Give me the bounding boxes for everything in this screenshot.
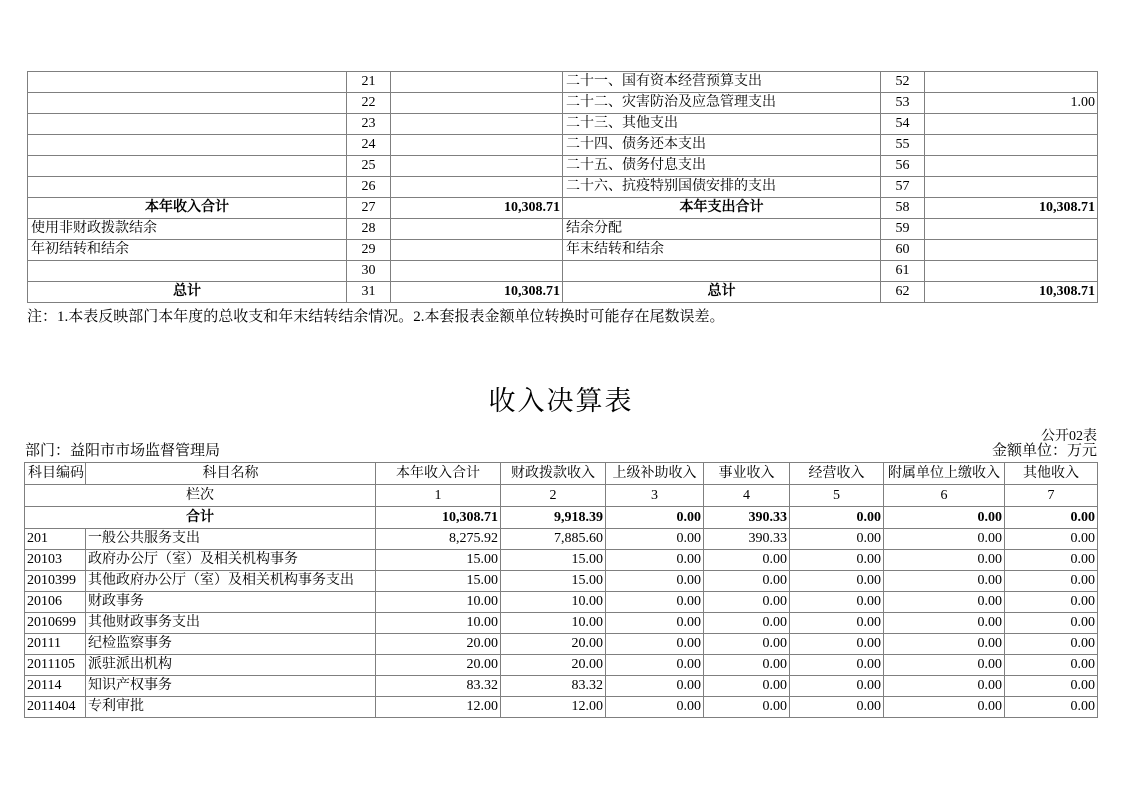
- right-line-number: 57: [881, 177, 925, 198]
- income-value: 0.00: [1005, 613, 1098, 634]
- left-item-label: 本年收入合计: [28, 198, 347, 219]
- income-value: 0.00: [1005, 592, 1098, 613]
- subject-name: 一般公共服务支出: [86, 529, 376, 550]
- income-total-label: 合计: [25, 507, 376, 529]
- right-item-label: 结余分配: [563, 219, 881, 240]
- income-value: 0.00: [884, 676, 1005, 697]
- column-header: 科目名称: [86, 463, 376, 485]
- income-value: 7,885.60: [501, 529, 606, 550]
- right-item-label: 总计: [563, 282, 881, 303]
- income-value: 0.00: [606, 529, 704, 550]
- summary-table: [27, 71, 1098, 303]
- subject-code: 20103: [25, 550, 86, 571]
- right-amount: 10,308.71: [925, 282, 1098, 303]
- left-amount: [391, 261, 563, 282]
- income-total-row: [25, 507, 1098, 529]
- column-index-number: 7: [1005, 485, 1098, 507]
- income-value: 12.00: [376, 697, 501, 718]
- right-item-label: 二十六、抗疫特别国债安排的支出: [563, 177, 881, 198]
- income-value: 0.00: [606, 676, 704, 697]
- income-value: 0.00: [606, 571, 704, 592]
- right-item-label: 年末结转和结余: [563, 240, 881, 261]
- right-item-label: 本年支出合计: [563, 198, 881, 219]
- income-value: 0.00: [884, 592, 1005, 613]
- subject-name: 其他政府办公厅（室）及相关机构事务支出: [86, 571, 376, 592]
- income-row: [25, 613, 1098, 634]
- column-header: 本年收入合计: [376, 463, 501, 485]
- right-line-number: 61: [881, 261, 925, 282]
- income-row: [25, 655, 1098, 676]
- right-amount: [925, 240, 1098, 261]
- income-value: 15.00: [376, 571, 501, 592]
- right-amount: [925, 261, 1098, 282]
- left-item-label: 年初结转和结余: [28, 240, 347, 261]
- right-line-number: 52: [881, 72, 925, 93]
- income-value: 0.00: [884, 613, 1005, 634]
- left-line-number: 28: [347, 219, 391, 240]
- left-item-label: [28, 177, 347, 198]
- left-item-label: 总计: [28, 282, 347, 303]
- right-item-label: 二十一、国有资本经营预算支出: [563, 72, 881, 93]
- income-value: 0.00: [790, 571, 884, 592]
- income-value: 0.00: [790, 634, 884, 655]
- income-row: [25, 676, 1098, 697]
- income-table-head: [25, 463, 1098, 529]
- subject-name: 专利审批: [86, 697, 376, 718]
- table-code-label: 公开02表: [1041, 429, 1097, 444]
- left-item-label: [28, 72, 347, 93]
- income-total-value: 390.33: [704, 507, 790, 529]
- income-value: 8,275.92: [376, 529, 501, 550]
- left-line-number: 27: [347, 198, 391, 219]
- subject-code: 20106: [25, 592, 86, 613]
- right-amount: [925, 156, 1098, 177]
- column-header: 事业收入: [704, 463, 790, 485]
- column-header: 其他收入: [1005, 463, 1098, 485]
- left-item-label: [28, 156, 347, 177]
- column-header: 附属单位上缴收入: [884, 463, 1005, 485]
- right-amount: [925, 72, 1098, 93]
- left-item-label: [28, 135, 347, 156]
- income-value: 15.00: [501, 550, 606, 571]
- income-value: 10.00: [501, 613, 606, 634]
- left-amount: [391, 114, 563, 135]
- income-total-value: 0.00: [1005, 507, 1098, 529]
- column-index-number: 2: [501, 485, 606, 507]
- left-line-number: 23: [347, 114, 391, 135]
- income-total-value: 10,308.71: [376, 507, 501, 529]
- income-value: 0.00: [790, 655, 884, 676]
- income-row: [25, 550, 1098, 571]
- right-amount: [925, 135, 1098, 156]
- income-value: 0.00: [1005, 655, 1098, 676]
- income-value: 20.00: [376, 634, 501, 655]
- column-index-number: 4: [704, 485, 790, 507]
- subject-name: 政府办公厅（室）及相关机构事务: [86, 550, 376, 571]
- right-line-number: 59: [881, 219, 925, 240]
- left-line-number: 24: [347, 135, 391, 156]
- income-value: 0.00: [884, 697, 1005, 718]
- income-value: 0.00: [704, 613, 790, 634]
- summary-table-body: [28, 72, 1098, 303]
- left-item-label: [28, 114, 347, 135]
- subject-name: 财政事务: [86, 592, 376, 613]
- income-table: [24, 462, 1098, 718]
- right-item-label: [563, 261, 881, 282]
- subject-name: 纪检监察事务: [86, 634, 376, 655]
- left-line-number: 22: [347, 93, 391, 114]
- left-line-number: 21: [347, 72, 391, 93]
- income-value: 0.00: [1005, 676, 1098, 697]
- subject-name: 其他财政事务支出: [86, 613, 376, 634]
- column-index-number: 5: [790, 485, 884, 507]
- right-item-label: 二十三、其他支出: [563, 114, 881, 135]
- summary-row: [28, 177, 1098, 198]
- income-value: 0.00: [606, 613, 704, 634]
- column-header: 上级补助收入: [606, 463, 704, 485]
- income-row: [25, 634, 1098, 655]
- right-line-number: 55: [881, 135, 925, 156]
- income-value: 0.00: [704, 697, 790, 718]
- income-header-row: [25, 463, 1098, 485]
- left-amount: [391, 156, 563, 177]
- income-value: 15.00: [376, 550, 501, 571]
- right-amount: 1.00: [925, 93, 1098, 114]
- right-line-number: 58: [881, 198, 925, 219]
- column-index-row: [25, 485, 1098, 507]
- left-amount: [391, 219, 563, 240]
- subject-code: 2010399: [25, 571, 86, 592]
- left-amount: 10,308.71: [391, 198, 563, 219]
- left-line-number: 31: [347, 282, 391, 303]
- right-line-number: 62: [881, 282, 925, 303]
- income-value: 0.00: [606, 655, 704, 676]
- right-amount: [925, 114, 1098, 135]
- income-value: 83.32: [376, 676, 501, 697]
- income-value: 15.00: [501, 571, 606, 592]
- income-row: [25, 592, 1098, 613]
- income-value: 0.00: [884, 634, 1005, 655]
- left-line-number: 30: [347, 261, 391, 282]
- income-table-title: 收入决算表: [488, 386, 634, 416]
- income-value: 12.00: [501, 697, 606, 718]
- income-value: 0.00: [606, 634, 704, 655]
- income-value: 0.00: [1005, 634, 1098, 655]
- left-amount: [391, 72, 563, 93]
- subject-code: 201: [25, 529, 86, 550]
- income-value: 0.00: [606, 697, 704, 718]
- summary-row: [28, 282, 1098, 303]
- income-value: 0.00: [1005, 571, 1098, 592]
- left-line-number: 26: [347, 177, 391, 198]
- income-value: 20.00: [501, 655, 606, 676]
- left-amount: [391, 240, 563, 261]
- right-amount: [925, 219, 1098, 240]
- department-label: 部门：益阳市市场监督管理局: [25, 443, 221, 459]
- column-header: 科目编码: [25, 463, 86, 485]
- income-value: 0.00: [606, 592, 704, 613]
- column-header: 财政拨款收入: [501, 463, 606, 485]
- income-total-value: 9,918.39: [501, 507, 606, 529]
- column-index-label: 栏次: [25, 485, 376, 507]
- income-value: 0.00: [606, 550, 704, 571]
- right-line-number: 54: [881, 114, 925, 135]
- income-value: 0.00: [704, 592, 790, 613]
- income-value: 10.00: [376, 613, 501, 634]
- income-value: 0.00: [790, 697, 884, 718]
- subject-code: 20111: [25, 634, 86, 655]
- income-total-value: 0.00: [606, 507, 704, 529]
- summary-row: [28, 240, 1098, 261]
- income-value: 0.00: [704, 676, 790, 697]
- subject-name: 知识产权事务: [86, 676, 376, 697]
- income-value: 0.00: [884, 655, 1005, 676]
- income-row: [25, 697, 1098, 718]
- amount-unit-label: 金额单位：万元: [991, 443, 1097, 459]
- income-total-value: 0.00: [790, 507, 884, 529]
- left-amount: [391, 93, 563, 114]
- column-index-number: 6: [884, 485, 1005, 507]
- right-item-label: 二十二、灾害防治及应急管理支出: [563, 93, 881, 114]
- income-value: 0.00: [790, 592, 884, 613]
- income-value: 390.33: [704, 529, 790, 550]
- income-value: 0.00: [790, 550, 884, 571]
- income-row: [25, 529, 1098, 550]
- subject-code: 2010699: [25, 613, 86, 634]
- income-value: 0.00: [704, 550, 790, 571]
- income-total-value: 0.00: [884, 507, 1005, 529]
- summary-row: [28, 114, 1098, 135]
- income-value: 0.00: [1005, 697, 1098, 718]
- left-item-label: 使用非财政拨款结余: [28, 219, 347, 240]
- summary-row: [28, 261, 1098, 282]
- subject-name: 派驻派出机构: [86, 655, 376, 676]
- left-amount: [391, 177, 563, 198]
- column-header: 经营收入: [790, 463, 884, 485]
- income-value: 0.00: [704, 655, 790, 676]
- right-amount: [925, 177, 1098, 198]
- income-table-body: [25, 529, 1098, 718]
- left-line-number: 29: [347, 240, 391, 261]
- income-value: 10.00: [376, 592, 501, 613]
- subject-code: 2011404: [25, 697, 86, 718]
- income-value: 0.00: [1005, 550, 1098, 571]
- income-value: 20.00: [376, 655, 501, 676]
- summary-row: [28, 93, 1098, 114]
- right-item-label: 二十四、债务还本支出: [563, 135, 881, 156]
- income-value: 0.00: [884, 529, 1005, 550]
- left-line-number: 25: [347, 156, 391, 177]
- summary-row: [28, 72, 1098, 93]
- summary-row: [28, 135, 1098, 156]
- summary-row: [28, 156, 1098, 177]
- subject-code: 2011105: [25, 655, 86, 676]
- right-amount: 10,308.71: [925, 198, 1098, 219]
- left-item-label: [28, 261, 347, 282]
- income-value: 0.00: [704, 634, 790, 655]
- income-value: 0.00: [884, 571, 1005, 592]
- right-line-number: 53: [881, 93, 925, 114]
- summary-row: [28, 219, 1098, 240]
- income-row: [25, 571, 1098, 592]
- column-index-number: 3: [606, 485, 704, 507]
- right-line-number: 60: [881, 240, 925, 261]
- income-value: 0.00: [790, 613, 884, 634]
- income-table-meta: [25, 442, 1097, 460]
- income-value: 0.00: [704, 571, 790, 592]
- table-note: 注：1.本表反映部门本年度的总收支和年末结转结余情况。2.本套报表金额单位转换时可能存在尾数误差。: [27, 309, 725, 325]
- income-value: 0.00: [790, 676, 884, 697]
- subject-code: 20114: [25, 676, 86, 697]
- income-value: 0.00: [1005, 529, 1098, 550]
- column-index-number: 1: [376, 485, 501, 507]
- left-item-label: [28, 93, 347, 114]
- income-value: 0.00: [790, 529, 884, 550]
- income-value: 10.00: [501, 592, 606, 613]
- income-value: 83.32: [501, 676, 606, 697]
- right-item-label: 二十五、债务付息支出: [563, 156, 881, 177]
- income-value: 20.00: [501, 634, 606, 655]
- left-amount: 10,308.71: [391, 282, 563, 303]
- income-value: 0.00: [884, 550, 1005, 571]
- summary-row: [28, 198, 1098, 219]
- left-amount: [391, 135, 563, 156]
- right-line-number: 56: [881, 156, 925, 177]
